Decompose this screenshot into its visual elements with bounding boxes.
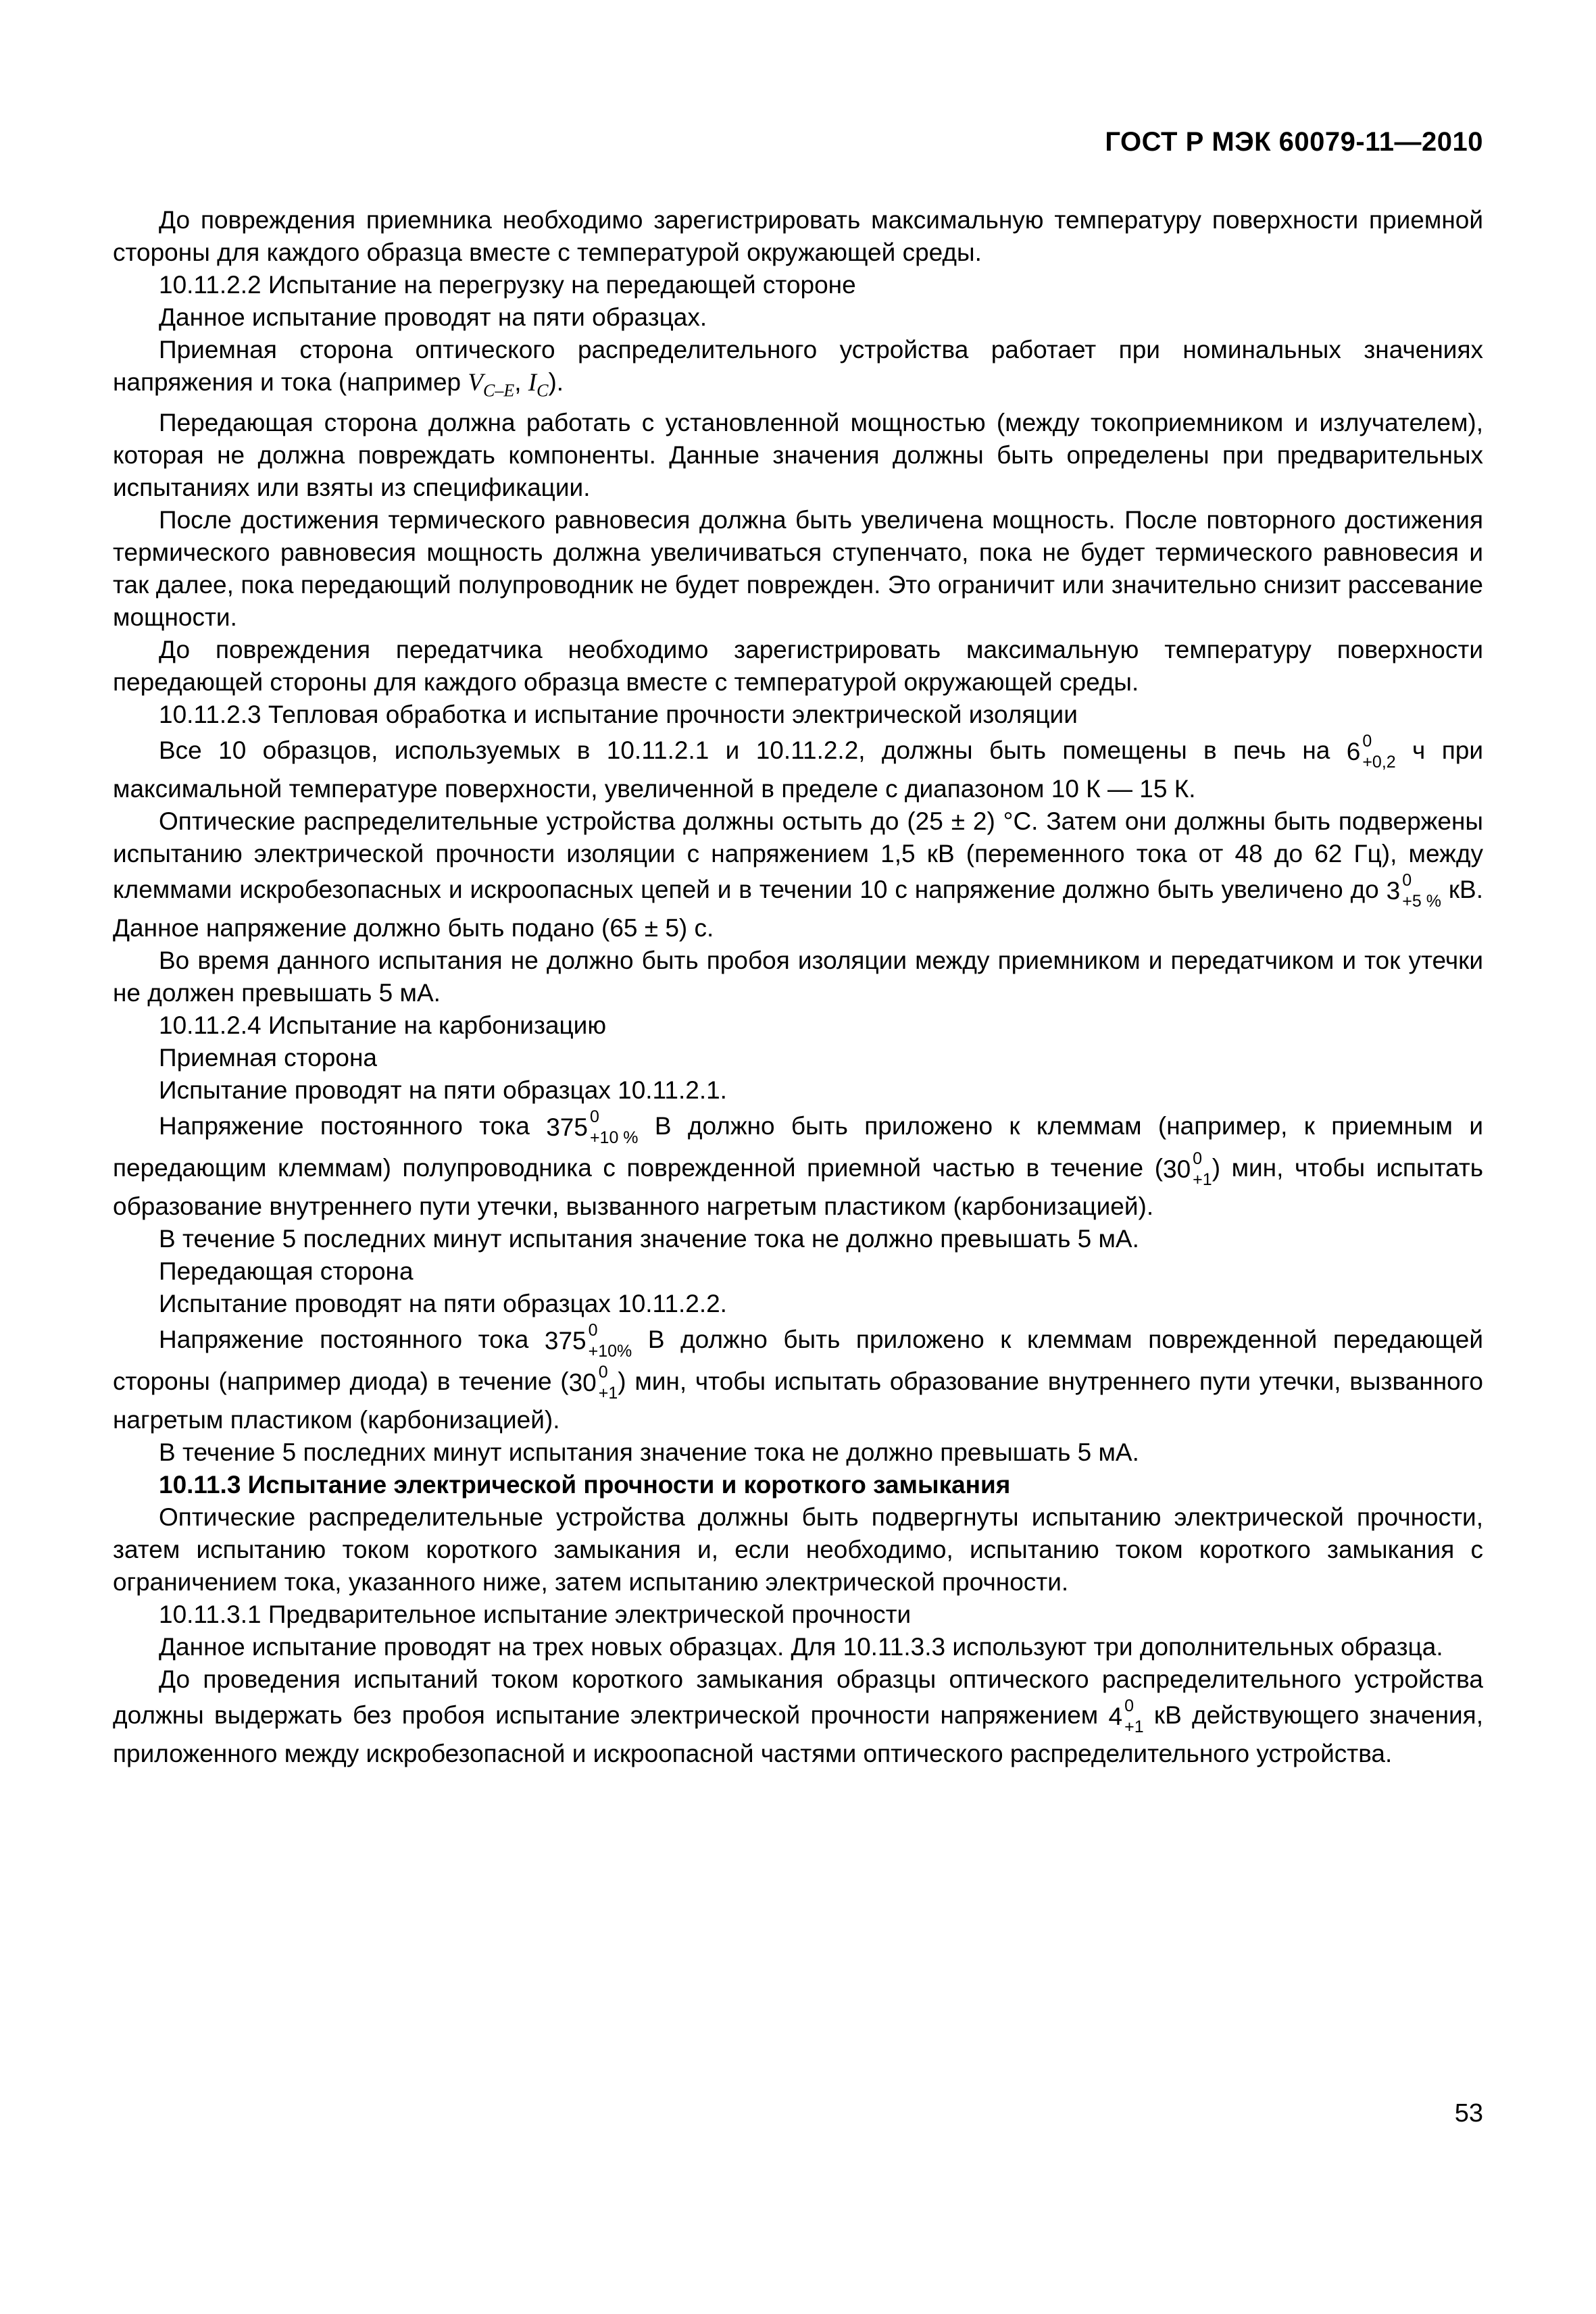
paragraph: Испытание проводят на пяти образцах 10.11.2.1. xyxy=(159,1076,727,1105)
paragraph: 10.11.3.1 Предварительное испытание электрической прочности xyxy=(159,1601,912,1629)
tolerance-value: 375 0 +10% xyxy=(544,1321,632,1361)
paragraph: До повреждения передатчика необходимо зарегистрировать максимальную температуру поверхности передающей стороны для каждого образца вместе с температурой окружающей среды. xyxy=(113,636,1483,697)
tolerance-value: 6 0 +0,2 xyxy=(1346,732,1396,772)
tolerance-value: 30 0 +1 xyxy=(1163,1149,1212,1190)
paragraph: Напряжение постоянного тока 375 0 +10 % В должно быть приложено к клеммам (например, к приемным и передающим клеммам) полупроводника с поврежденной приемной частью в течение ( 30 0 +1 ) мин, чтобы испытать образование внутреннего пути утечки, вызванного нагретым пластиком (карбонизацией). xyxy=(113,1107,1483,1221)
standard-designation: ГОСТ Р МЭК 60079-11—2010 xyxy=(1105,127,1483,157)
paragraph: В течение 5 последних минут испытания значение тока не должно превышать 5 мА. xyxy=(159,1225,1139,1253)
paragraph: Передающая сторона xyxy=(159,1257,414,1286)
tolerance-value: 30 0 +1 xyxy=(568,1363,618,1403)
paragraph: После достижения термического равновесия должна быть увеличена мощность. После повторного достижения термического равновесия мощность должна увеличиваться ступенчато, пока не будет термического равновесия и так далее, пока передающий полупроводник не будет поврежден. Это ограничит или значительно снизит рассевание мощности. xyxy=(113,506,1483,632)
paragraph: В течение 5 последних минут испытания значение тока не должно превышать 5 мА. xyxy=(159,1438,1139,1467)
paragraph: Оптические распределительные устройства должны остыть до (25 ± 2) °С. Затем они должны быть подвержены испытанию электрической прочности изоляции с напряжением 1,5 кВ (переменного тока от 48 до 62 Гц), между клеммами искробезопасных и искроопасных цепей и в течении 10 с напряжение должно быть увеличено до 3 0 +5 % кВ. Данное напряжение должно быть подано (65 ± 5) с. xyxy=(113,807,1483,942)
paragraph: 10.11.3 Испытание электрической прочности и короткого замыкания xyxy=(159,1471,1011,1499)
tolerance-value: 4 0 +1 xyxy=(1108,1696,1144,1737)
paragraph: 10.11.2.2 Испытание на перегрузку на передающей стороне xyxy=(159,271,856,299)
paragraph: До повреждения приемника необходимо зарегистрировать максимальную температуру поверхности приемной стороны для каждого образца вместе с температурой окружающей среды. xyxy=(113,206,1483,266)
document-body xyxy=(113,204,1483,1770)
paragraph: Данное испытание проводят на пяти образцах. xyxy=(159,303,707,331)
math-variable: $I_C$ xyxy=(528,369,549,401)
tolerance-value: 3 0 +5 % xyxy=(1386,871,1441,911)
paragraph: Оптические распределительные устройства должны быть подвергнуты испытанию электрической прочности, затем испытанию током короткого замыкания и, если необходимо, испытанию током короткого замыкания с ограничением тока, указанного ниже, затем испытанию электрической прочности. xyxy=(113,1503,1483,1596)
paragraph: Испытание проводят на пяти образцах 10.11.2.2. xyxy=(159,1290,727,1318)
paragraph: Данное испытание проводят на трех новых образцах. Для 10.11.3.3 используют три дополнительных образца. xyxy=(159,1633,1443,1661)
paragraph: До проведения испытаний током короткого замыкания образцы оптического распределительного устройства должны выдержать без пробоя испытание электрической прочности напряжением 4 0 +1 кВ действующего значения, приложенного между искробезопасной и искроопасной частями оптического распределительного устройства. xyxy=(113,1665,1483,1768)
paragraph: Напряжение постоянного тока 375 0 +10% В должно быть приложено к клеммам поврежденной передающей стороны (например диода) в течение ( 30 0 +1 ) мин, чтобы испытать образование внутреннего пути утечки, вызванного нагретым пластиком (карбонизацией). xyxy=(113,1321,1484,1434)
paragraph: 10.11.2.3 Тепловая обработка и испытание прочности электрической изоляции xyxy=(159,701,1078,729)
paragraph: Передающая сторона должна работать с установленной мощностью (между токоприемником и излучателем), которая не должна повреждать компоненты. Данные значения должны быть определены при предварительных испытаниях или взяты из спецификации. xyxy=(113,409,1483,502)
paragraph: Приемная сторона xyxy=(159,1044,377,1072)
paragraph: Во время данного испытания не должно быть пробоя изоляции между приемником и передатчиком и ток утечки не должен превышать 5 мА. xyxy=(113,947,1483,1007)
paragraph: Приемная сторона оптического распределительного устройства работает при номинальных значениях напряжения и тока (например $V_{C-E}$, $I_C$). xyxy=(113,336,1483,401)
page-number: 53 xyxy=(1454,2099,1483,2128)
paragraph: 10.11.2.4 Испытание на карбонизацию xyxy=(159,1011,607,1040)
tolerance-value: 375 0 +10 % xyxy=(546,1107,639,1148)
paragraph: Все 10 образцов, используемых в 10.11.2.1 и 10.11.2.2, должны быть помещены в печь на 6 0 +0,2 ч при максимальной температуре поверхности, увеличенной в пределе с диапазоном 10 К — 15 К. xyxy=(113,732,1483,803)
math-variable: $V_{C-E}$ xyxy=(468,369,515,401)
